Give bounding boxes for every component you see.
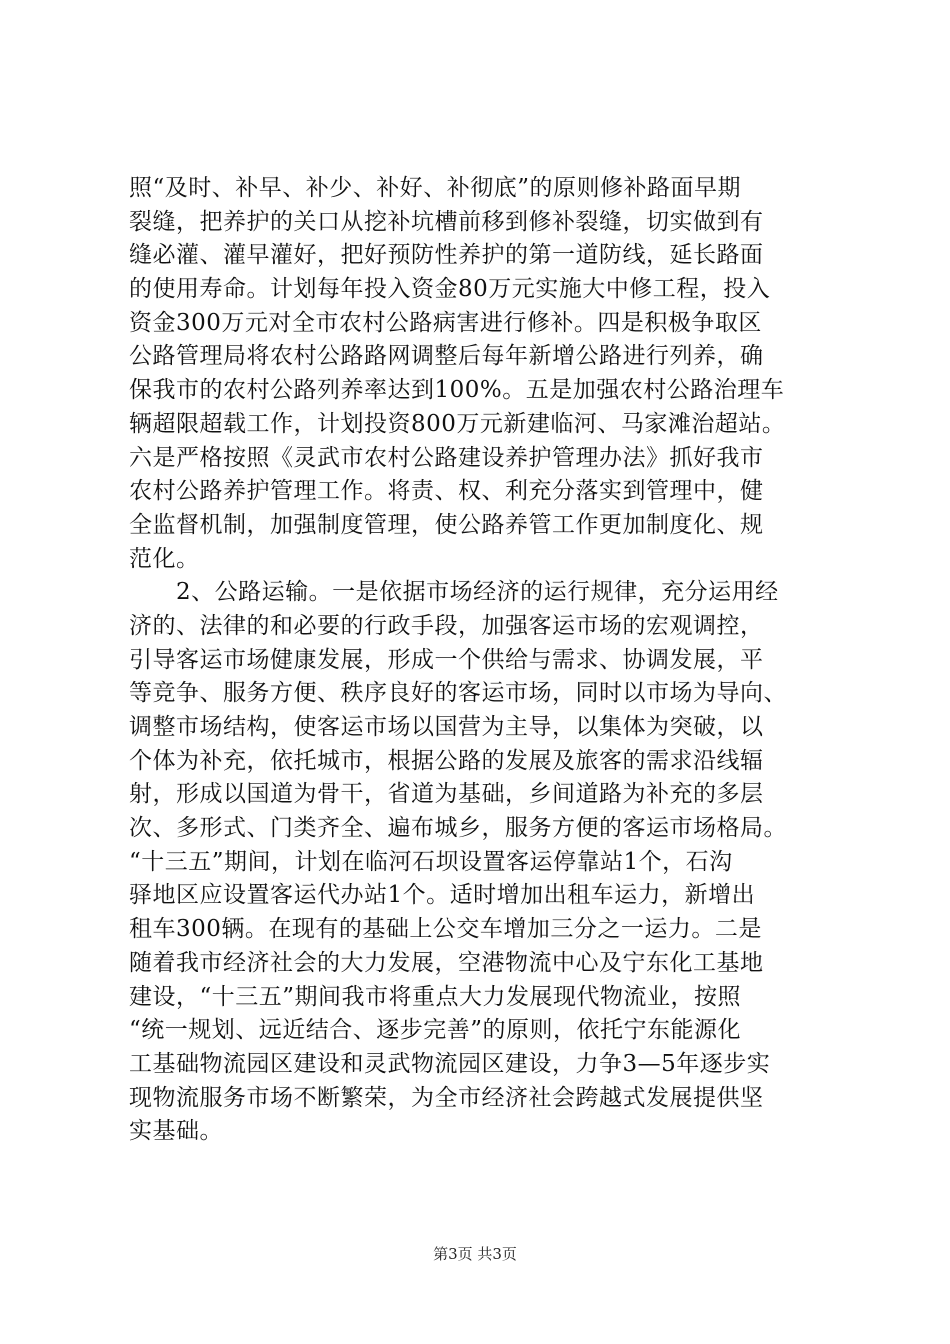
text-line: 济的、法律的和必要的行政手段，加强客运市场的宏观调控， — [129, 612, 764, 639]
text-line: 引导客运市场健康发展，形成一个供给与需求、协调发展，平 — [129, 646, 764, 673]
text-line: 个体为补充，依托城市，根据公路的发展及旅客的需求沿线辐 — [129, 747, 764, 774]
text-line: 调整市场结构，使客运市场以国营为主导，以集体为突破，以 — [129, 714, 764, 740]
text-line: 2、公路运输。一是依据市场经济的运行规律，充分运用经 — [129, 579, 779, 606]
text-line: “十三五”期间，计划在临河石坝设置客运停靠站1个，石沟 — [129, 848, 733, 875]
text-line: 的使用寿命。计划每年投入资金80万元实施大中修工程，投入 — [129, 276, 771, 303]
text-line: 实基础。 — [129, 1118, 223, 1145]
text-line: 射，形成以国道为骨干，省道为基础，乡间道路为补充的多层 — [129, 781, 764, 808]
text-line: 建设，“十三五”期间我市将重点大力发展现代物流业，按照 — [129, 983, 742, 1010]
text-line: 次、多形式、门类齐全、遍布城乡，服务方便的客运市场格局。 — [129, 815, 787, 842]
page-footer: 第3页 共3页 — [433, 1245, 517, 1263]
text-line: 照“及时、补早、补少、补好、补彻底”的原则修补路面早期 — [129, 175, 742, 201]
text-line: 等竞争、服务方便、秩序良好的客运市场，同时以市场为导向、 — [129, 680, 787, 707]
text-line: 全监督机制，加强制度管理，使公路养管工作更加制度化、规 — [129, 511, 764, 538]
text-line: 公路管理局将农村公路路网调整后每年新增公路进行列养，确 — [129, 343, 764, 370]
text-line: “统一规划、远近结合、逐步完善”的原则，依托宁东能源化 — [129, 1017, 742, 1044]
text-line: 保我市的农村公路列养率达到100%。五是加强农村公路治理车 — [129, 377, 785, 404]
text-line: 随着我市经济社会的大力发展，空港物流中心及宁东化工基地 — [129, 949, 764, 976]
text-line: 工基础物流园区建设和灵武物流园区建设，力争3—5年逐步实 — [129, 1050, 771, 1077]
text-line: 六是严格按照《灵武市农村公路建设养护管理办法》抓好我市 — [129, 444, 764, 471]
text-line: 农村公路养护管理工作。将责、权、利充分落实到管理中，健 — [129, 478, 764, 505]
text-line: 租车300辆。在现有的基础上公交车增加三分之一运力。二是 — [129, 916, 762, 943]
text-line: 辆超限超载工作，计划投资800万元新建临河、马家滩治超站。 — [129, 410, 786, 437]
body-text — [129, 172, 829, 1149]
text-line: 裂缝，把养护的关口从挖补坑槽前移到修补裂缝，切实做到有 — [129, 208, 764, 235]
text-line: 范化。 — [129, 545, 200, 572]
text-line: 驿地区应设置客运代办站1个。适时增加出租车运力，新增出 — [129, 882, 756, 909]
text-line: 资金300万元对全市农村公路病害进行修补。四是积极争取区 — [129, 309, 762, 336]
text-line: 现物流服务市场不断繁荣，为全市经济社会跨越式发展提供坚 — [129, 1084, 764, 1111]
text-line: 缝必灌、灌早灌好，把好预防性养护的第一道防线，延长路面 — [129, 242, 764, 269]
